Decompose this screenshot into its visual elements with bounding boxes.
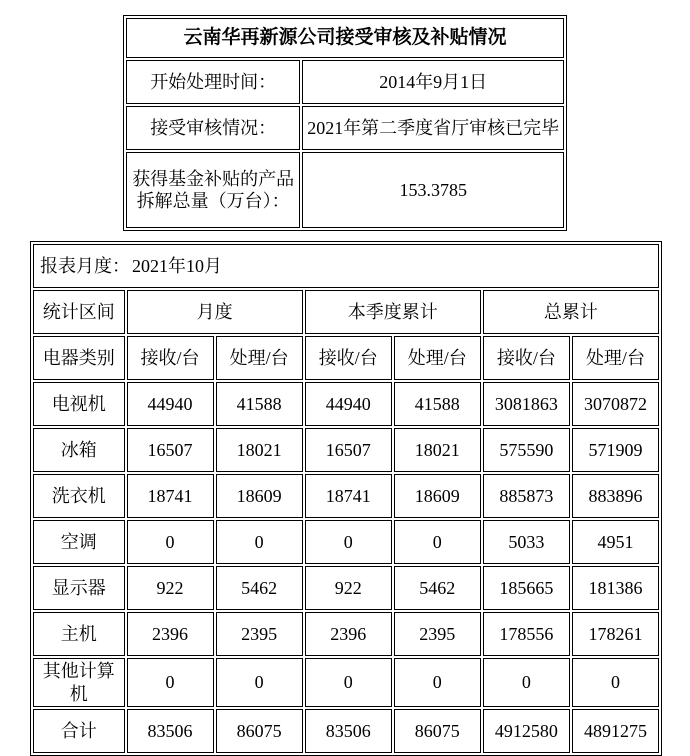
header-processed-month: 处理/台 (216, 336, 303, 380)
table-row (33, 244, 659, 288)
value-cell: 5462 (216, 566, 303, 610)
value-cell: 4912580 (483, 709, 570, 753)
page-title: 云南华再新源公司接受审核及补贴情况 (126, 18, 564, 58)
value-cell: 5033 (483, 520, 570, 564)
category-cell: 洗衣机 (33, 474, 125, 518)
table-row (126, 18, 564, 58)
table-row (126, 106, 564, 150)
table-row (33, 658, 659, 707)
table-row (33, 474, 659, 518)
value-cell: 18741 (127, 474, 214, 518)
value-cell: 41588 (216, 382, 303, 426)
header-received-month: 接收/台 (127, 336, 214, 380)
header-received-total: 接收/台 (483, 336, 570, 380)
header-stat-interval: 统计区间 (33, 290, 125, 334)
value-cell: 3081863 (483, 382, 570, 426)
table-row (126, 60, 564, 104)
value-cell: 178261 (572, 612, 659, 656)
report-month-cell (33, 244, 659, 288)
value-cell: 885873 (483, 474, 570, 518)
table-row (33, 382, 659, 426)
table-row (33, 336, 659, 380)
summary-label-audit-status: 接受审核情况： (126, 106, 300, 150)
value-cell: 4891275 (572, 709, 659, 753)
table-row (33, 709, 659, 753)
value-cell: 2396 (127, 612, 214, 656)
summary-label-subsidized-total: 获得基金补贴的产品拆解总量（万台）： (126, 152, 300, 228)
value-cell: 16507 (305, 428, 392, 472)
value-cell: 86075 (216, 709, 303, 753)
header-group-quarter: 本季度累计 (305, 290, 481, 334)
value-cell: 0 (394, 520, 481, 564)
value-cell: 18021 (216, 428, 303, 472)
value-cell: 181386 (572, 566, 659, 610)
value-cell: 5462 (394, 566, 481, 610)
report-table (30, 241, 662, 756)
header-received-quarter: 接收/台 (305, 336, 392, 380)
value-cell: 4951 (572, 520, 659, 564)
value-cell: 41588 (394, 382, 481, 426)
summary-table (123, 15, 567, 231)
value-cell: 575590 (483, 428, 570, 472)
header-group-month: 月度 (127, 290, 303, 334)
summary-value-subsidized-total: 153.3785 (302, 152, 564, 228)
value-cell: 83506 (305, 709, 392, 753)
table-row (33, 428, 659, 472)
table-row (33, 566, 659, 610)
category-cell: 空调 (33, 520, 125, 564)
value-cell: 16507 (127, 428, 214, 472)
value-cell: 18609 (394, 474, 481, 518)
value-cell: 18741 (305, 474, 392, 518)
value-cell: 185665 (483, 566, 570, 610)
report-month-value: 2021年10月 (132, 255, 222, 276)
value-cell: 571909 (572, 428, 659, 472)
category-cell-total: 合计 (33, 709, 125, 753)
value-cell: 86075 (394, 709, 481, 753)
value-cell: 83506 (127, 709, 214, 753)
value-cell: 0 (127, 520, 214, 564)
value-cell: 18609 (216, 474, 303, 518)
value-cell: 2396 (305, 612, 392, 656)
summary-value-audit-status: 2021年第二季度省厅审核已完毕 (302, 106, 564, 150)
summary-label-start-time: 开始处理时间： (126, 60, 300, 104)
table-row (126, 152, 564, 228)
value-cell: 2395 (394, 612, 481, 656)
table-row (33, 520, 659, 564)
value-cell: 0 (483, 658, 570, 707)
value-cell: 0 (305, 520, 392, 564)
report-month-label: 报表月度： (40, 255, 130, 276)
table-row (33, 612, 659, 656)
value-cell: 0 (216, 658, 303, 707)
value-cell: 3070872 (572, 382, 659, 426)
value-cell: 0 (305, 658, 392, 707)
value-cell: 0 (216, 520, 303, 564)
value-cell: 44940 (305, 382, 392, 426)
value-cell: 178556 (483, 612, 570, 656)
value-cell: 2395 (216, 612, 303, 656)
header-category: 电器类别 (33, 336, 125, 380)
value-cell: 0 (127, 658, 214, 707)
value-cell: 18021 (394, 428, 481, 472)
value-cell: 922 (305, 566, 392, 610)
value-cell: 922 (127, 566, 214, 610)
category-cell: 其他计算机 (33, 658, 125, 707)
header-group-total: 总累计 (483, 290, 659, 334)
header-processed-total: 处理/台 (572, 336, 659, 380)
category-cell: 主机 (33, 612, 125, 656)
summary-value-start-time: 2014年9月1日 (302, 60, 564, 104)
table-row (33, 290, 659, 334)
value-cell: 0 (572, 658, 659, 707)
value-cell: 44940 (127, 382, 214, 426)
category-cell: 电视机 (33, 382, 125, 426)
category-cell: 显示器 (33, 566, 125, 610)
value-cell: 883896 (572, 474, 659, 518)
category-cell: 冰箱 (33, 428, 125, 472)
header-processed-quarter: 处理/台 (394, 336, 481, 380)
value-cell: 0 (394, 658, 481, 707)
